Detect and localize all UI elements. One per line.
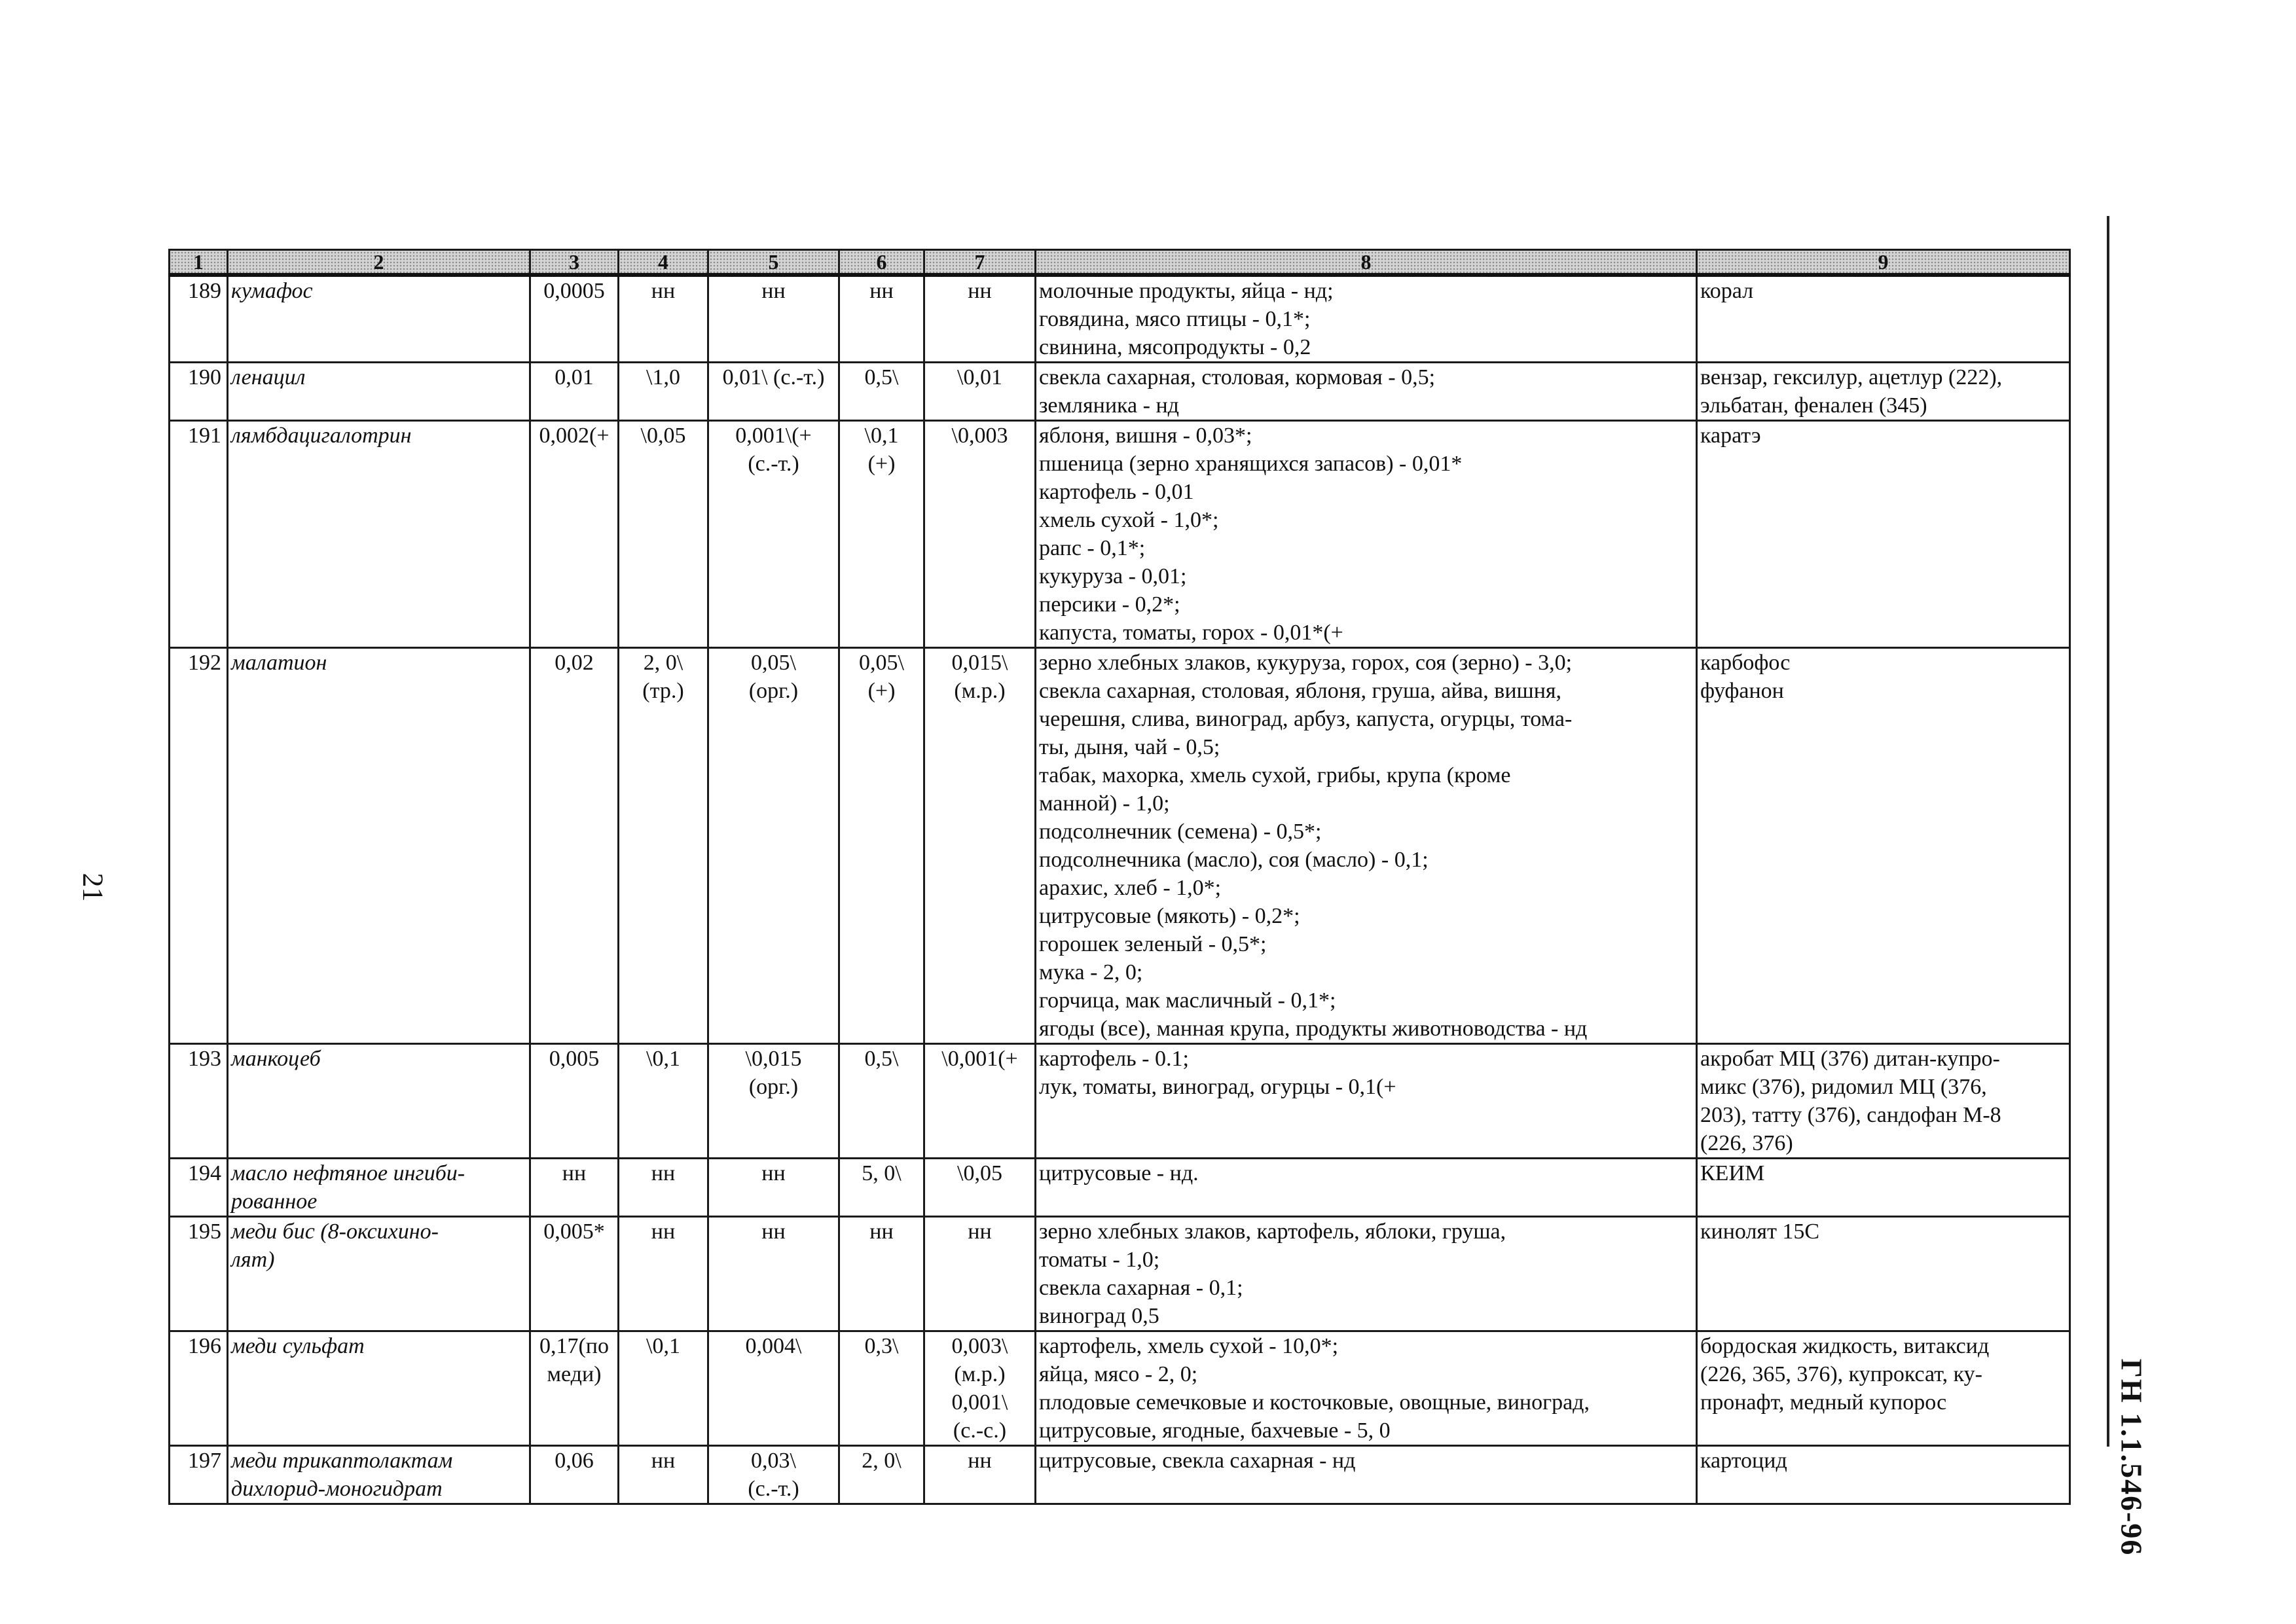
col3-value-line: 0,002(+ — [539, 424, 610, 448]
product-residues-line: плодовые семечковые и косточковые, овощные, виноград, — [1039, 1390, 1590, 1415]
row-number: 191 — [170, 421, 228, 648]
col4-value — [619, 1217, 708, 1331]
substance-name-line: меди трикаптолактам — [231, 1449, 453, 1473]
product-residues-line: лук, томаты, виноград, огурцы - 0,1(+ — [1039, 1075, 1396, 1099]
product-residues-line: зерно хлебных злаков, кукуруза, горох, соя (зерно) - 3,0; — [1039, 651, 1573, 675]
col3-value — [530, 363, 619, 421]
col3-value — [530, 1159, 619, 1217]
col5-value-line: 0,004\ — [745, 1334, 802, 1358]
col3-value-line: 0,02 — [555, 651, 594, 675]
trade-names-line: картоцид — [1700, 1449, 1787, 1473]
product-residues-line: подсолнечник (семена) - 0,5*; — [1039, 820, 1322, 844]
product-residues-line: капуста, томаты, горох - 0,01*(+ — [1039, 621, 1343, 645]
product-residues-line: молочные продукты, яйца - нд; — [1039, 279, 1334, 303]
column-header-9: 9 — [1697, 250, 2070, 276]
col3-value — [530, 275, 619, 363]
col6-value-line: 2, 0\ — [862, 1449, 902, 1473]
product-residues-line: ягоды (все), манная крупа, продукты животноводства - нд — [1039, 1017, 1588, 1041]
col6-value-line: 5, 0\ — [862, 1161, 902, 1185]
col7-value-line: 0,001\ — [951, 1390, 1008, 1415]
col6-value — [839, 1217, 924, 1331]
col6-value — [839, 1331, 924, 1446]
product-residues-line: кукуруза - 0,01; — [1039, 564, 1187, 588]
trade-names-line: карбофос — [1700, 651, 1791, 675]
col7-value-line: нн — [968, 1449, 992, 1473]
col3-value-line: меди) — [547, 1362, 602, 1386]
product-residues-line: табак, махорка, хмель сухой, грибы, крупа (кроме — [1039, 763, 1511, 787]
col5-value-line: нн — [761, 1161, 786, 1185]
col4-value-line: \1,0 — [646, 365, 680, 389]
product-residues-line: подсолнечника (масло), соя (масло) - 0,1; — [1039, 848, 1429, 872]
product-residues-line: пшеница (зерно хранящихся запасов) - 0,01* — [1039, 452, 1463, 476]
col7-value-line: нн — [968, 279, 992, 303]
product-residues-line: говядина, мясо птицы - 0,1*; — [1039, 307, 1311, 331]
product-residues-line: свинина, мясопродукты - 0,2 — [1039, 335, 1311, 359]
substance-name-line: манкоцеб — [231, 1047, 321, 1071]
document-code: ГН 1.1.546-96 — [2115, 1358, 2149, 1557]
column-header-3: 3 — [530, 250, 619, 276]
trade-names — [1697, 1331, 2070, 1446]
product-residues-line: зерно хлебных злаков, картофель, яблоки, груша, — [1039, 1219, 1506, 1244]
col6-value — [839, 363, 924, 421]
substance-name-line: рованное — [231, 1189, 318, 1214]
col4-value-line: (тр.) — [642, 679, 684, 703]
product-residues-line: цитрусовые - нд. — [1039, 1161, 1199, 1185]
product-residues-line: виноград 0,5 — [1039, 1304, 1159, 1328]
col6-value-line: (+) — [867, 679, 896, 703]
col7-value — [924, 1044, 1036, 1159]
col7-value — [924, 1159, 1036, 1217]
product-residues-line: персики - 0,2*; — [1039, 592, 1180, 617]
col7-value — [924, 1217, 1036, 1331]
product-residues — [1036, 648, 1697, 1044]
col4-value-line: \0,1 — [646, 1334, 680, 1358]
col6-value — [839, 275, 924, 363]
substance-name-line: малатион — [231, 651, 327, 675]
col4-value — [619, 1159, 708, 1217]
col6-value-line: нн — [869, 1219, 894, 1244]
col5-value — [708, 1446, 839, 1504]
substance-name — [228, 1446, 530, 1504]
table-row — [170, 1044, 2070, 1159]
trade-names-line: акробат МЦ (376) дитан-купро- — [1700, 1047, 2000, 1071]
col5-value-line: (с.-т.) — [748, 452, 799, 476]
row-number: 190 — [170, 363, 228, 421]
col5-value — [708, 275, 839, 363]
col5-value — [708, 648, 839, 1044]
product-residues-line: свекла сахарная - 0,1; — [1039, 1276, 1243, 1300]
product-residues — [1036, 1217, 1697, 1331]
product-residues-line: мука - 2, 0; — [1039, 960, 1143, 984]
table-row — [170, 363, 2070, 421]
product-residues — [1036, 363, 1697, 421]
col4-value — [619, 421, 708, 648]
substance-name-line: лят) — [231, 1248, 275, 1272]
trade-names — [1697, 1217, 2070, 1331]
substance-name-line: лямбдацигалотрин — [231, 424, 412, 448]
product-residues-line: ты, дыня, чай - 0,5; — [1039, 735, 1220, 759]
trade-names-line: фуфанон — [1700, 679, 1784, 703]
product-residues-line: арахис, хлеб - 1,0*; — [1039, 876, 1222, 900]
product-residues-line: цитрусовые, ягодные, бахчевые - 5, 0 — [1039, 1418, 1391, 1443]
pesticide-table — [168, 249, 2071, 1505]
col6-value-line: нн — [869, 279, 894, 303]
col6-value-line: 0,5\ — [864, 365, 899, 389]
column-header-5: 5 — [708, 250, 839, 276]
trade-names-line: микс (376), ридомил МЦ (376, — [1700, 1075, 1987, 1099]
column-header-7: 7 — [924, 250, 1036, 276]
col6-value-line: \0,1 — [864, 424, 899, 448]
col5-value-line: 0,001\(+ — [735, 424, 812, 448]
col7-value — [924, 648, 1036, 1044]
col6-value — [839, 1446, 924, 1504]
product-residues-line: цитрусовые (мякоть) - 0,2*; — [1039, 904, 1300, 928]
trade-names — [1697, 363, 2070, 421]
col7-value — [924, 363, 1036, 421]
col4-value — [619, 1331, 708, 1446]
row-number: 192 — [170, 648, 228, 1044]
col3-value — [530, 1446, 619, 1504]
substance-name — [228, 1159, 530, 1217]
col7-value-line: (м.р.) — [954, 1362, 1006, 1386]
col4-value-line: 2, 0\ — [643, 651, 683, 675]
col5-value-line: (с.-т.) — [748, 1477, 799, 1501]
trade-names-line: пронафт, медный купорос — [1700, 1390, 1947, 1415]
product-residues-line: картофель - 0,01 — [1039, 480, 1194, 504]
table-row — [170, 1446, 2070, 1504]
product-residues-line: яблоня, вишня - 0,03*; — [1039, 424, 1252, 448]
product-residues-line: манной) - 1,0; — [1039, 791, 1170, 816]
page-number: 21 — [77, 873, 109, 902]
col3-value — [530, 421, 619, 648]
product-residues — [1036, 275, 1697, 363]
table-row — [170, 1331, 2070, 1446]
col6-value-line: 0,05\ — [859, 651, 904, 675]
trade-names — [1697, 1044, 2070, 1159]
product-residues-line: свекла сахарная, столовая, кормовая - 0,5; — [1039, 365, 1436, 389]
product-residues-line: хмель сухой - 1,0*; — [1039, 508, 1219, 532]
col3-value — [530, 648, 619, 1044]
col4-value-line: нн — [651, 1161, 676, 1185]
col3-value-line: 0,01 — [555, 365, 594, 389]
row-number: 196 — [170, 1331, 228, 1446]
col5-value-line: нн — [761, 279, 786, 303]
trade-names-line: (226, 376) — [1700, 1131, 1793, 1155]
col3-value-line: 0,06 — [555, 1449, 594, 1473]
column-header-4: 4 — [619, 250, 708, 276]
trade-names — [1697, 1159, 2070, 1217]
product-residues-line: черешня, слива, виноград, арбуз, капуста, огурцы, тома- — [1039, 707, 1573, 731]
substance-name-line: ленацил — [231, 365, 306, 389]
trade-names — [1697, 648, 2070, 1044]
col6-value-line: (+) — [867, 452, 896, 476]
substance-name — [228, 648, 530, 1044]
substance-name — [228, 1331, 530, 1446]
col4-value — [619, 1044, 708, 1159]
row-number: 197 — [170, 1446, 228, 1504]
table-body — [170, 275, 2070, 1504]
col7-value — [924, 275, 1036, 363]
trade-names-line: корал — [1700, 279, 1754, 303]
trade-names-line: КЕИМ — [1700, 1161, 1765, 1185]
col5-value-line: \0,015 — [745, 1047, 802, 1071]
col3-value — [530, 1044, 619, 1159]
product-residues — [1036, 1331, 1697, 1446]
product-residues-line: яйца, мясо - 2, 0; — [1039, 1362, 1198, 1386]
col5-value — [708, 1331, 839, 1446]
column-header-1: 1 — [170, 250, 228, 276]
col5-value — [708, 1044, 839, 1159]
table-row — [170, 1217, 2070, 1331]
col6-value — [839, 648, 924, 1044]
substance-name — [228, 421, 530, 648]
product-residues-line: горчица, мак масличный - 0,1*; — [1039, 988, 1336, 1013]
trade-names — [1697, 1446, 2070, 1504]
col6-value-line: 0,3\ — [864, 1334, 899, 1358]
col4-value — [619, 648, 708, 1044]
col7-value — [924, 1446, 1036, 1504]
product-residues — [1036, 1044, 1697, 1159]
col7-value-line: 0,015\ — [951, 651, 1008, 675]
table-row — [170, 1159, 2070, 1217]
col7-value-line: \0,003 — [951, 424, 1008, 448]
col7-value-line: \0,05 — [957, 1161, 1002, 1185]
row-number: 194 — [170, 1159, 228, 1217]
trade-names-line: кинолят 15С — [1700, 1219, 1820, 1244]
col6-value — [839, 421, 924, 648]
col7-value-line: \0,001(+ — [941, 1047, 1018, 1071]
col6-value — [839, 1044, 924, 1159]
product-residues — [1036, 421, 1697, 648]
substance-name — [228, 363, 530, 421]
trade-names-line: (226, 365, 376), купроксат, ку- — [1700, 1362, 1982, 1386]
trade-names-line: бордоская жидкость, витаксид — [1700, 1334, 1990, 1358]
substance-name-line: масло нефтяное ингиби- — [231, 1161, 465, 1185]
col7-value-line: (с.-с.) — [953, 1418, 1007, 1443]
col3-value-line: нн — [562, 1161, 587, 1185]
substance-name — [228, 1044, 530, 1159]
product-residues-line: томаты - 1,0; — [1039, 1248, 1160, 1272]
col4-value — [619, 1446, 708, 1504]
col5-value — [708, 421, 839, 648]
col5-value — [708, 1217, 839, 1331]
col3-value — [530, 1331, 619, 1446]
col6-value-line: 0,5\ — [864, 1047, 899, 1071]
product-residues-line: цитрусовые, свекла сахарная - нд — [1039, 1449, 1356, 1473]
col4-value-line: нн — [651, 1219, 676, 1244]
product-residues — [1036, 1446, 1697, 1504]
col4-value-line: \0,05 — [640, 424, 686, 448]
column-header-8: 8 — [1036, 250, 1697, 276]
col4-value-line: нн — [651, 1449, 676, 1473]
trade-names-line: эльбатан, феналeн (345) — [1700, 393, 1927, 418]
col7-value-line: (м.р.) — [954, 679, 1006, 703]
row-number: 193 — [170, 1044, 228, 1159]
col5-value — [708, 1159, 839, 1217]
col3-value-line: 0,005* — [543, 1219, 605, 1244]
col3-value-line: 0,17(по — [539, 1334, 610, 1358]
substance-name-line: меди бис (8-оксихино- — [231, 1219, 439, 1244]
table-row — [170, 421, 2070, 648]
col4-value — [619, 363, 708, 421]
col7-value-line: нн — [968, 1219, 992, 1244]
col7-value-line: \0,01 — [957, 365, 1002, 389]
table-row — [170, 275, 2070, 363]
product-residues-line: горошек зеленый - 0,5*; — [1039, 932, 1267, 956]
product-residues-line: картофель - 0.1; — [1039, 1047, 1189, 1071]
product-residues-line: рапс - 0,1*; — [1039, 536, 1146, 560]
col5-value-line: 0,05\ — [751, 651, 796, 675]
substance-name-line: дихлорид-моногидрат — [231, 1477, 443, 1501]
col4-value — [619, 275, 708, 363]
product-residues-line: свекла сахарная, столовая, яблоня, груша, айва, вишня, — [1039, 679, 1562, 703]
col5-value-line: (орг.) — [748, 679, 799, 703]
col5-value-line: нн — [761, 1219, 786, 1244]
trade-names — [1697, 421, 2070, 648]
substance-name — [228, 275, 530, 363]
product-residues — [1036, 1159, 1697, 1217]
right-margin-rule — [2107, 216, 2109, 1447]
col3-value-line: 0,0005 — [543, 279, 605, 303]
product-residues-line: картофель, хмель сухой - 10,0*; — [1039, 1334, 1339, 1358]
row-number: 195 — [170, 1217, 228, 1331]
col3-value-line: 0,005 — [549, 1047, 600, 1071]
column-header-6: 6 — [839, 250, 924, 276]
col7-value-line: 0,003\ — [951, 1334, 1008, 1358]
substance-name-line: меди сульфат — [231, 1334, 365, 1358]
col7-value — [924, 421, 1036, 648]
trade-names-line: вензар, гексилур, ацетлур (222), — [1700, 365, 2003, 389]
substance-name — [228, 1217, 530, 1331]
substance-name-line: кумафос — [231, 279, 313, 303]
col5-value-line: 0,03\ — [751, 1449, 796, 1473]
product-residues-line: земляника - нд — [1039, 393, 1179, 418]
row-number: 189 — [170, 275, 228, 363]
col7-value — [924, 1331, 1036, 1446]
trade-names — [1697, 275, 2070, 363]
column-header-2: 2 — [228, 250, 530, 276]
col5-value-line: 0,01\ (с.-т.) — [722, 365, 825, 389]
trade-names-line: каратэ — [1700, 424, 1761, 448]
col4-value-line: нн — [651, 279, 676, 303]
trade-names-line: 203), татту (376), сандофан М-8 — [1700, 1103, 2001, 1127]
header-row — [170, 250, 2070, 276]
table-row — [170, 648, 2070, 1044]
col5-value-line: (орг.) — [748, 1075, 799, 1099]
col4-value-line: \0,1 — [646, 1047, 680, 1071]
col5-value — [708, 363, 839, 421]
col6-value — [839, 1159, 924, 1217]
col3-value — [530, 1217, 619, 1331]
